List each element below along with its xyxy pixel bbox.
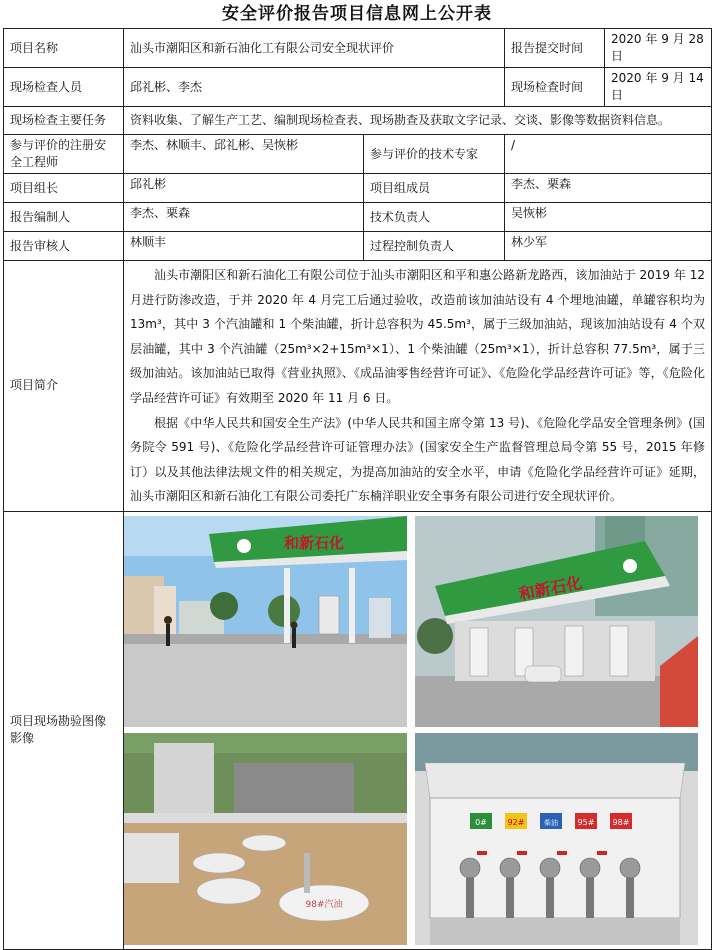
tasks-label: 现场检查主要任务	[4, 107, 124, 135]
intro-paragraph-2: 根据《中华人民共和国安全生产法》(中华人民共和国主席令第 13 号)、《危险化学品安全管理条例》(国务院令 591 号)、《危险化学品经营许可证管理办法》(国家安全生产监督管理总局令第 55 号，2015 年修订）以及其他法律法规文件的相关规定，为提高加油站的安全水平，申请《危险化学品经营许可证》延期，汕头市潮阳区和新石油化工有限公司委托广东楠洋职业安全事务有限公司进行安全现状评价。	[130, 415, 706, 504]
canopy-sign-2: 和新石化	[517, 572, 584, 604]
tech-lead-label: 技术负责人	[364, 203, 505, 232]
page-title: 安全评价报告项目信息网上公开表	[222, 4, 492, 24]
svg-text:柴油: 柴油	[544, 818, 558, 827]
process-control-label: 过程控制负责人	[364, 232, 505, 261]
canopy-sign-1: 和新石化	[283, 533, 345, 552]
inspectors-label: 现场检查人员	[4, 68, 124, 107]
reviewer-label: 报告审核人	[4, 232, 124, 261]
inspectors-value: 邱礼彬、李杰	[124, 68, 505, 107]
photo-unloading-box	[415, 733, 698, 945]
reviewer-value: 林顺丰	[124, 232, 364, 261]
svg-text:98#: 98#	[612, 817, 630, 827]
compiler-value: 李杰、栗森	[124, 203, 364, 232]
submit-time-label: 报告提交时间	[505, 29, 605, 68]
members-value: 李杰、栗森	[505, 174, 712, 203]
info-table	[3, 28, 712, 950]
photos-label: 项目现场勘验图像影像	[4, 511, 124, 949]
project-name-value: 汕头市潮阳区和新石油化工有限公司安全现状评价	[124, 29, 505, 68]
photos-cell	[124, 511, 712, 949]
intro-body	[124, 261, 712, 512]
experts-value: /	[505, 135, 712, 174]
tank-lid-label: 98#汽油	[305, 899, 343, 910]
experts-label: 参与评价的技术专家	[364, 135, 505, 174]
project-name-label: 项目名称	[4, 29, 124, 68]
tasks-value: 资料收集、了解生产工艺、编制现场检查表、现场勘查及获取文字记录、交谈、影像等数据资料信息。	[124, 107, 712, 135]
svg-text:0#: 0#	[475, 817, 487, 827]
inspect-time-value: 2020 年 9 月 14 日	[605, 68, 712, 107]
svg-text:95#: 95#	[577, 817, 595, 827]
photo-station-street	[124, 516, 407, 727]
photo-tank-area	[124, 733, 407, 945]
engineers-label: 参与评价的注册安全工程师	[4, 135, 124, 174]
tech-lead-value: 吴恢彬	[505, 203, 712, 232]
submit-time-value: 2020 年 9 月 28 日	[605, 29, 712, 68]
compiler-label: 报告编制人	[4, 203, 124, 232]
photo-grid	[124, 512, 711, 949]
intro-label: 项目简介	[4, 261, 124, 512]
process-control-value: 林少军	[505, 232, 712, 261]
inspect-time-label: 现场检查时间	[505, 68, 605, 107]
intro-paragraph-1: 汕头市潮阳区和新石油化工有限公司位于汕头市潮阳区和平和惠公路新龙路西，该加油站于 2019 年 12 月进行防渗改造，于并 2020 年 4 月完工后通过验收，改造前该加油站设有 4 个埋地油罐，单罐容积均为 13m³，其中 3 个汽油罐和 1 个柴油罐，折计总容积为 45.5m³，属于三级加油站，现该加油站设有 4 个双层油罐，其中 3 个汽油罐（25m³×2+15m³×1）、1 个柴油罐（25m³×1），折计总容积 77.5m³，属于三级加油站。该加油站已取得《营业执照》、《成品油零售经营许可证》、《危险化学品经营许可证》等，《危险化学品经营许可证》有效期至 2020 年 11 月 6 日。	[130, 268, 706, 405]
leader-value: 邱礼彬	[124, 174, 364, 203]
engineers-value: 李杰、林顺丰、邱礼彬、吴恢彬	[124, 135, 364, 174]
photo-station-canopy	[415, 516, 698, 727]
svg-text:92#: 92#	[507, 817, 525, 827]
members-label: 项目组成员	[364, 174, 505, 203]
leader-label: 项目组长	[4, 174, 124, 203]
